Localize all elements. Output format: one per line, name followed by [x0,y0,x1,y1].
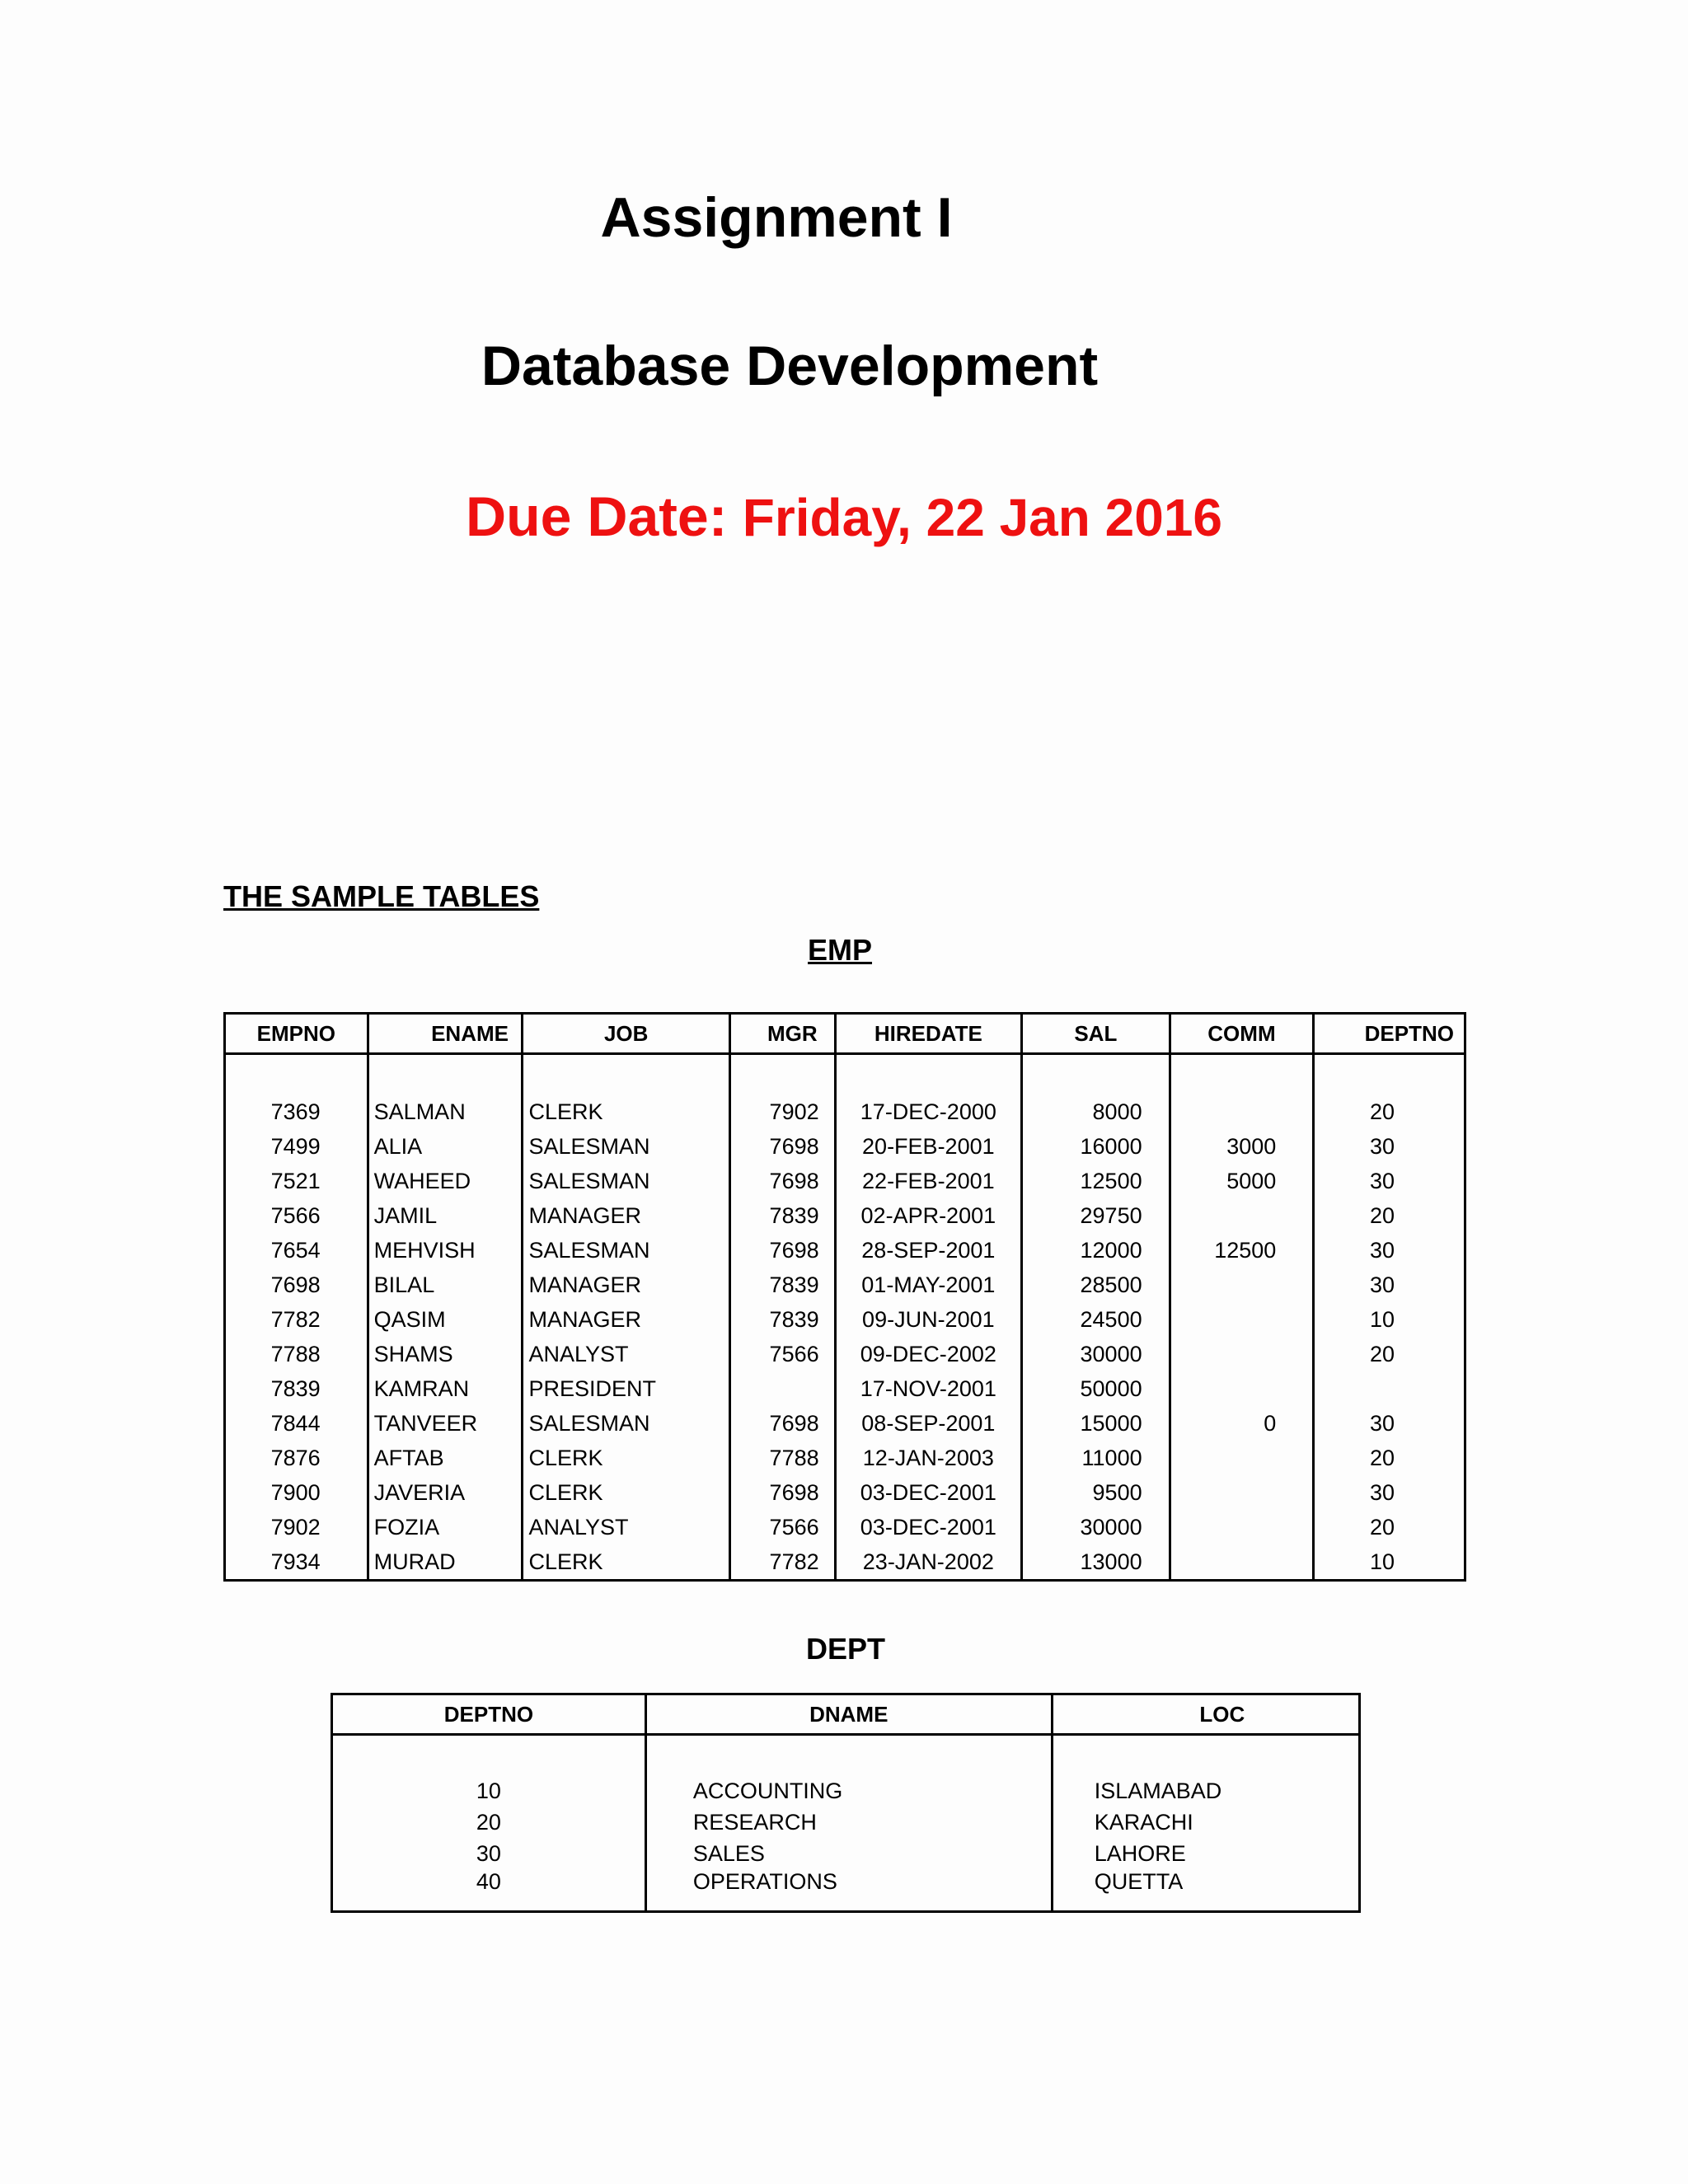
emp-cell-empno: 7499 [225,1129,368,1164]
dept-table [331,1693,1361,1913]
emp-cell-hiredate: 22-FEB-2001 [835,1164,1021,1198]
emp-spacer-row [225,1054,1465,1095]
emp-cell-deptno: 20 [1314,1094,1465,1129]
dept-header-row [332,1694,1360,1735]
emp-cell-mgr: 7839 [729,1268,835,1302]
emp-cell-ename: TANVEER [368,1406,523,1441]
emp-col-job: JOB [523,1014,729,1054]
emp-cell-ename: MURAD [368,1544,523,1581]
emp-cell-deptno: 20 [1314,1510,1465,1544]
emp-row [225,1510,1465,1544]
emp-cell-sal: 30000 [1022,1337,1170,1371]
dept-cell-dname: ACCOUNTING [645,1775,1052,1807]
emp-cell-deptno: 20 [1314,1337,1465,1371]
emp-row [225,1337,1465,1371]
emp-cell-comm: 5000 [1170,1164,1314,1198]
emp-cell-sal: 30000 [1022,1510,1170,1544]
emp-cell-comm: 3000 [1170,1129,1314,1164]
due-date-label: Due Date: [465,485,728,548]
emp-cell-deptno: 10 [1314,1544,1465,1581]
emp-cell-deptno: 30 [1314,1233,1465,1268]
emp-col-deptno: DEPTNO [1314,1014,1465,1054]
emp-cell-empno: 7876 [225,1441,368,1475]
emp-cell-deptno [1314,1371,1465,1406]
emp-cell-mgr: 7698 [729,1164,835,1198]
emp-row [225,1129,1465,1164]
dept-cell-deptno: 10 [332,1775,646,1807]
emp-row [225,1094,1465,1129]
emp-cell-empno: 7521 [225,1164,368,1198]
emp-cell-comm: 0 [1170,1406,1314,1441]
emp-cell-job: SALESMAN [523,1406,729,1441]
emp-cell-job: ANALYST [523,1510,729,1544]
emp-cell-ename: WAHEED [368,1164,523,1198]
emp-cell-mgr: 7782 [729,1544,835,1581]
assignment-title: Assignment I [600,186,953,249]
emp-cell-job: MANAGER [523,1302,729,1337]
emp-cell-sal: 28500 [1022,1268,1170,1302]
emp-cell-comm [1170,1268,1314,1302]
emp-cell-job: PRESIDENT [523,1371,729,1406]
emp-cell-sal: 12500 [1022,1164,1170,1198]
emp-cell-hiredate: 02-APR-2001 [835,1198,1021,1233]
emp-cell-mgr: 7839 [729,1198,835,1233]
emp-cell-empno: 7934 [225,1544,368,1581]
emp-cell-mgr: 7566 [729,1510,835,1544]
dept-cell-loc: KARACHI [1052,1807,1359,1838]
emp-cell-empno: 7788 [225,1337,368,1371]
emp-cell-mgr: 7698 [729,1475,835,1510]
emp-cell-hiredate: 09-JUN-2001 [835,1302,1021,1337]
emp-cell-empno: 7900 [225,1475,368,1510]
emp-cell-ename: FOZIA [368,1510,523,1544]
emp-row [225,1475,1465,1510]
emp-cell-comm: 12500 [1170,1233,1314,1268]
emp-cell-mgr: 7902 [729,1094,835,1129]
emp-cell-empno: 7698 [225,1268,368,1302]
dept-row [332,1869,1360,1912]
emp-row [225,1268,1465,1302]
emp-cell-job: CLERK [523,1094,729,1129]
emp-cell-mgr: 7698 [729,1233,835,1268]
emp-cell-comm [1170,1337,1314,1371]
emp-cell-hiredate: 20-FEB-2001 [835,1129,1021,1164]
dept-spacer-row [332,1735,1360,1776]
emp-cell-comm [1170,1198,1314,1233]
emp-cell-job: MANAGER [523,1268,729,1302]
emp-cell-deptno: 30 [1314,1164,1465,1198]
emp-cell-sal: 9500 [1022,1475,1170,1510]
emp-cell-empno: 7844 [225,1406,368,1441]
emp-cell-empno: 7902 [225,1510,368,1544]
emp-cell-deptno: 20 [1314,1198,1465,1233]
emp-cell-ename: JAMIL [368,1198,523,1233]
emp-cell-deptno: 30 [1314,1268,1465,1302]
emp-cell-sal: 12000 [1022,1233,1170,1268]
emp-cell-hiredate: 03-DEC-2001 [835,1510,1021,1544]
emp-header-row [225,1014,1465,1054]
emp-table-label: EMP [808,933,873,967]
dept-col-dname: DNAME [645,1694,1052,1735]
emp-cell-empno: 7369 [225,1094,368,1129]
dept-table-label: DEPT [806,1632,886,1666]
section-heading: THE SAMPLE TABLES [223,879,540,913]
emp-col-ename: ENAME [368,1014,523,1054]
emp-cell-job: CLERK [523,1475,729,1510]
emp-cell-job: MANAGER [523,1198,729,1233]
dept-cell-dname: SALES [645,1838,1052,1869]
emp-cell-sal: 16000 [1022,1129,1170,1164]
dept-col-deptno: DEPTNO [332,1694,646,1735]
emp-cell-hiredate: 01-MAY-2001 [835,1268,1021,1302]
emp-cell-comm [1170,1441,1314,1475]
course-title: Database Development [481,335,1099,397]
emp-cell-sal: 24500 [1022,1302,1170,1337]
emp-row [225,1371,1465,1406]
emp-cell-sal: 50000 [1022,1371,1170,1406]
emp-cell-ename: QASIM [368,1302,523,1337]
emp-cell-deptno: 10 [1314,1302,1465,1337]
dept-col-loc: LOC [1052,1694,1359,1735]
emp-cell-sal: 29750 [1022,1198,1170,1233]
emp-cell-deptno: 30 [1314,1406,1465,1441]
dept-cell-dname: RESEARCH [645,1807,1052,1838]
emp-cell-ename: KAMRAN [368,1371,523,1406]
emp-cell-ename: MEHVISH [368,1233,523,1268]
emp-cell-job: SALESMAN [523,1164,729,1198]
emp-col-hiredate: HIREDATE [835,1014,1021,1054]
emp-row [225,1198,1465,1233]
dept-cell-loc: LAHORE [1052,1838,1359,1869]
emp-cell-job: SALESMAN [523,1233,729,1268]
dept-row [332,1775,1360,1807]
emp-col-comm: COMM [1170,1014,1314,1054]
emp-cell-hiredate: 03-DEC-2001 [835,1475,1021,1510]
emp-cell-deptno: 30 [1314,1475,1465,1510]
emp-cell-empno: 7839 [225,1371,368,1406]
due-date [0,485,1688,549]
emp-cell-sal: 15000 [1022,1406,1170,1441]
emp-cell-empno: 7782 [225,1302,368,1337]
emp-cell-empno: 7566 [225,1198,368,1233]
emp-cell-empno: 7654 [225,1233,368,1268]
emp-cell-deptno: 30 [1314,1129,1465,1164]
emp-row [225,1406,1465,1441]
dept-cell-deptno: 40 [332,1869,646,1912]
emp-cell-ename: BILAL [368,1268,523,1302]
dept-cell-loc: ISLAMABAD [1052,1775,1359,1807]
emp-cell-sal: 11000 [1022,1441,1170,1475]
emp-cell-ename: SHAMS [368,1337,523,1371]
emp-cell-ename: ALIA [368,1129,523,1164]
emp-cell-mgr: 7566 [729,1337,835,1371]
dept-row [332,1807,1360,1838]
emp-cell-comm [1170,1371,1314,1406]
emp-row [225,1302,1465,1337]
emp-cell-ename: SALMAN [368,1094,523,1129]
emp-cell-comm [1170,1475,1314,1510]
emp-cell-ename: JAVERIA [368,1475,523,1510]
dept-row [332,1838,1360,1869]
emp-col-empno: EMPNO [225,1014,368,1054]
emp-col-sal: SAL [1022,1014,1170,1054]
emp-cell-comm [1170,1302,1314,1337]
emp-cell-sal: 8000 [1022,1094,1170,1129]
emp-cell-hiredate: 17-DEC-2000 [835,1094,1021,1129]
dept-cell-deptno: 20 [332,1807,646,1838]
emp-cell-comm [1170,1510,1314,1544]
emp-cell-mgr: 7698 [729,1129,835,1164]
emp-cell-hiredate: 23-JAN-2002 [835,1544,1021,1581]
emp-cell-sal: 13000 [1022,1544,1170,1581]
emp-cell-mgr [729,1371,835,1406]
dept-cell-dname: OPERATIONS [645,1869,1052,1912]
emp-cell-hiredate: 09-DEC-2002 [835,1337,1021,1371]
emp-row [225,1164,1465,1198]
emp-cell-mgr: 7698 [729,1406,835,1441]
emp-cell-job: CLERK [523,1441,729,1475]
dept-cell-loc: QUETTA [1052,1869,1359,1912]
emp-table [223,1012,1466,1582]
emp-cell-deptno: 20 [1314,1441,1465,1475]
emp-cell-mgr: 7788 [729,1441,835,1475]
emp-row [225,1544,1465,1581]
emp-cell-hiredate: 28-SEP-2001 [835,1233,1021,1268]
emp-cell-hiredate: 17-NOV-2001 [835,1371,1021,1406]
emp-cell-ename: AFTAB [368,1441,523,1475]
emp-cell-job: ANALYST [523,1337,729,1371]
emp-row [225,1441,1465,1475]
emp-cell-comm [1170,1094,1314,1129]
emp-cell-comm [1170,1544,1314,1581]
emp-cell-job: CLERK [523,1544,729,1581]
emp-cell-hiredate: 12-JAN-2003 [835,1441,1021,1475]
emp-cell-hiredate: 08-SEP-2001 [835,1406,1021,1441]
emp-col-mgr: MGR [729,1014,835,1054]
dept-cell-deptno: 30 [332,1838,646,1869]
emp-cell-mgr: 7839 [729,1302,835,1337]
emp-row [225,1233,1465,1268]
due-date-value: Friday, 22 Jan 2016 [742,488,1222,547]
emp-cell-job: SALESMAN [523,1129,729,1164]
